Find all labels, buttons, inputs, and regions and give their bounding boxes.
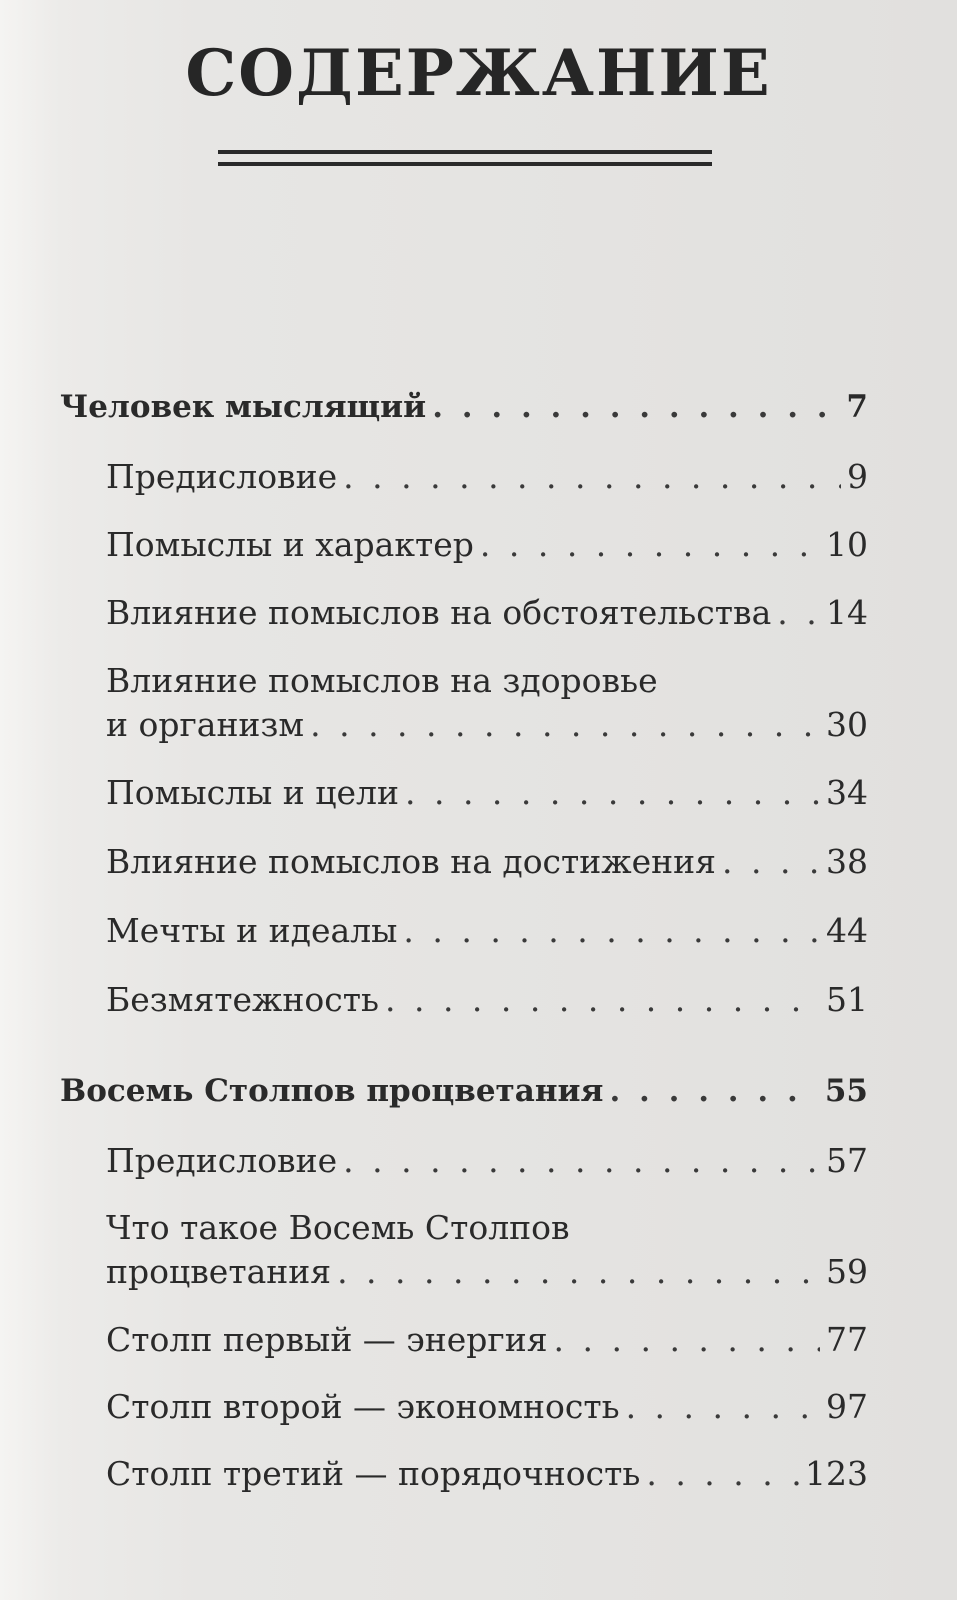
- item-title: Предисловие: [106, 457, 338, 496]
- dot-leader: [609, 1069, 818, 1113]
- page-number: 57: [826, 1141, 868, 1180]
- dot-leader: [626, 1385, 820, 1429]
- dot-leader: [554, 1318, 820, 1362]
- dot-leader: [343, 1139, 820, 1183]
- dot-leader: [337, 1250, 820, 1294]
- item-title: Помыслы и цели: [106, 773, 399, 812]
- page-number: 34: [826, 773, 868, 812]
- toc-item: [106, 455, 868, 499]
- page-number: 59: [826, 1252, 868, 1291]
- toc-item: [106, 523, 868, 567]
- dot-leader: [480, 523, 820, 567]
- toc-item: [106, 1318, 868, 1362]
- dot-leader: [432, 385, 840, 429]
- toc-item: [106, 1452, 868, 1496]
- page-number: 38: [826, 842, 868, 881]
- dot-leader: [310, 703, 820, 747]
- toc-item: [106, 978, 868, 1022]
- toc-item: [106, 840, 868, 884]
- section-title: Восемь Столпов процветания: [60, 1073, 604, 1109]
- dot-leader: [777, 591, 820, 635]
- toc-item: [106, 771, 868, 815]
- toc-item: [106, 591, 868, 635]
- item-title: Безмятежность: [106, 980, 379, 1019]
- item-title-line1: Влияние помыслов на здоровье: [106, 661, 658, 700]
- item-title: Столп второй — экономность: [106, 1387, 620, 1426]
- toc-item: [106, 1139, 868, 1183]
- toc-section-1: [60, 385, 868, 429]
- item-title: процветания: [106, 1252, 332, 1291]
- item-title: Помыслы и характер: [106, 525, 474, 564]
- page-number: 30: [826, 705, 868, 744]
- page-number: 77: [826, 1320, 868, 1359]
- toc-item: [106, 1206, 868, 1294]
- item-title: Влияние помыслов на достижения: [106, 842, 716, 881]
- toc-item: [106, 1385, 868, 1429]
- item-title: Мечты и идеалы: [106, 911, 398, 950]
- page-number: 44: [826, 911, 868, 950]
- section-title: Человек мыслящий: [60, 389, 427, 425]
- item-title: Столп третий — порядочность: [106, 1454, 641, 1493]
- dot-leader: [722, 840, 820, 884]
- page-number: 55: [824, 1073, 868, 1109]
- page-number: 10: [826, 525, 868, 564]
- toc-section-2: [60, 1069, 868, 1113]
- dot-leader: [343, 455, 841, 499]
- item-title: Столп первый — энергия: [106, 1320, 548, 1359]
- dot-leader: [646, 1452, 799, 1496]
- page-number: 123: [805, 1454, 868, 1493]
- page-number: 51: [826, 980, 868, 1019]
- title-rule-bottom: [218, 162, 712, 166]
- dot-leader: [385, 978, 820, 1022]
- item-title: и организм: [106, 705, 305, 744]
- page-number: 14: [826, 593, 868, 632]
- item-title-line1: Что такое Восемь Столпов: [106, 1208, 570, 1247]
- item-title: Влияние помыслов на обстоятельства: [106, 593, 772, 632]
- page-number: 7: [846, 389, 868, 425]
- dot-leader: [403, 909, 820, 953]
- toc-item: [106, 659, 868, 747]
- page-number: 9: [847, 457, 868, 496]
- page-number: 97: [826, 1387, 868, 1426]
- item-title: Предисловие: [106, 1141, 338, 1180]
- dot-leader: [405, 771, 820, 815]
- title-rule-top: [218, 150, 712, 154]
- page-title: СОДЕРЖАНИЕ: [185, 36, 772, 111]
- toc-item: [106, 909, 868, 953]
